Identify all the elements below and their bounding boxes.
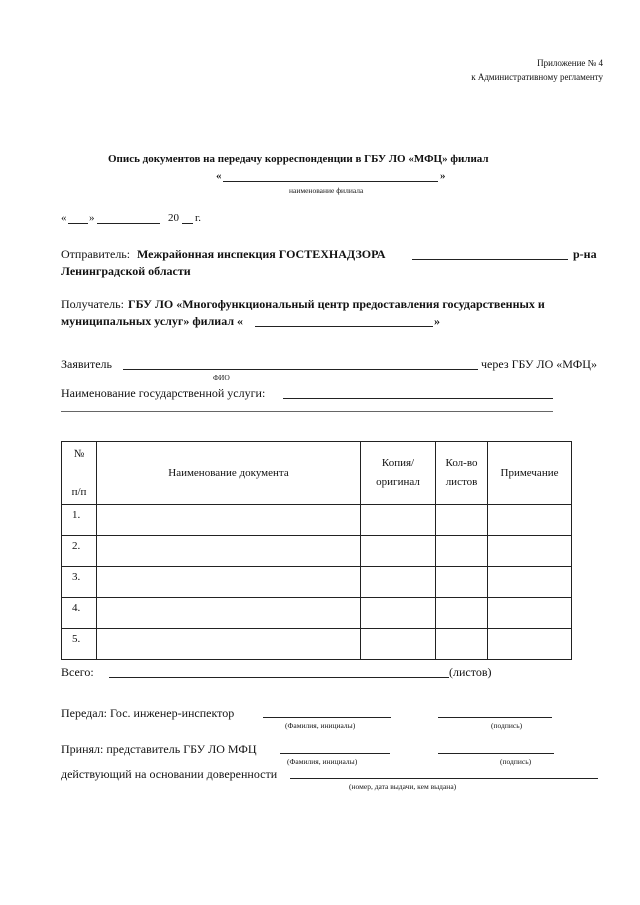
header-copy-original — [361, 442, 436, 505]
table-row — [62, 629, 572, 660]
table-row — [62, 505, 572, 536]
service-line-1 — [283, 398, 553, 399]
row-number: 5. — [62, 629, 97, 660]
total-label: Всего: — [61, 665, 94, 679]
date-close-quote: » — [89, 212, 95, 224]
service-label: Наименование государственной услуги: — [61, 386, 266, 400]
row-sheets-cell[interactable] — [436, 536, 488, 567]
recipient-value-line2: муниципальных услуг» филиал « — [61, 314, 244, 328]
header-copy: Копия/ — [381, 457, 415, 469]
row-document-cell[interactable] — [97, 567, 361, 598]
row-copy-cell[interactable] — [361, 598, 436, 629]
appendix-regulation: к Административному регламенту — [471, 72, 603, 82]
row-sheets-cell[interactable] — [436, 598, 488, 629]
applicant-caption: ФИО — [213, 373, 230, 382]
sender-label: Отправитель: — [61, 247, 131, 261]
transferred-name-caption: (Фамилия, инициалы) — [285, 721, 356, 730]
header-number-pp: п/п — [71, 485, 87, 498]
row-sheets-cell[interactable] — [436, 505, 488, 536]
date-year-suffix: г. — [195, 212, 202, 224]
row-sheets-cell[interactable] — [436, 629, 488, 660]
table-header-row — [62, 442, 572, 505]
row-number: 2. — [62, 536, 97, 567]
header-sheets — [436, 442, 488, 505]
recipient-branch-line — [255, 326, 433, 327]
sender-region: Ленинградской области — [61, 264, 191, 278]
sender-suffix: р-на — [573, 247, 597, 261]
document-title: Опись документов на передачу корреспонденции в ГБУ ЛО «МФЦ» филиал — [108, 153, 489, 165]
row-document-cell[interactable] — [97, 505, 361, 536]
row-document-cell[interactable] — [97, 598, 361, 629]
date-open-quote: « — [61, 212, 67, 224]
row-number: 1. — [62, 505, 97, 536]
recipient-close-quote: » — [434, 314, 440, 328]
recipient-value: ГБУ ЛО «Многофункциональный центр предоставления государственных и — [128, 297, 545, 311]
row-copy-cell[interactable] — [361, 567, 436, 598]
row-copy-cell[interactable] — [361, 629, 436, 660]
applicant-label: Заявитель — [61, 357, 112, 371]
received-name-caption: (Фамилия, инициалы) — [287, 757, 358, 766]
total-sheets-line — [109, 677, 449, 678]
table-row — [62, 598, 572, 629]
applicant-name-line — [123, 369, 478, 370]
row-note-cell[interactable] — [488, 536, 572, 567]
header-number — [62, 442, 97, 505]
total-suffix: (листов) — [449, 665, 492, 679]
appendix-number: Приложение № 4 — [537, 58, 603, 68]
sender-value: Межрайонная инспекция ГОСТЕХНАДЗОРА — [137, 247, 386, 261]
header-note: Примечание — [488, 442, 572, 505]
power-of-attorney-line — [290, 778, 598, 779]
table-row — [62, 536, 572, 567]
received-label: Принял: представитель ГБУ ЛО МФЦ — [61, 742, 257, 756]
header-sheets-count: Кол-во — [445, 457, 478, 469]
applicant-suffix: через ГБУ ЛО «МФЦ» — [481, 357, 597, 371]
header-sheets-unit: листов — [445, 476, 478, 488]
received-sign-line — [438, 753, 554, 754]
row-number: 3. — [62, 567, 97, 598]
table-row — [62, 567, 572, 598]
documents-table — [61, 441, 572, 660]
date-year-line — [182, 223, 193, 224]
row-copy-cell[interactable] — [361, 505, 436, 536]
row-note-cell[interactable] — [488, 567, 572, 598]
row-document-cell[interactable] — [97, 629, 361, 660]
header-document-name: Наименование документа — [97, 442, 361, 505]
header-number-sign: № — [73, 447, 85, 460]
received-sign-caption: (подпись) — [500, 757, 532, 766]
row-document-cell[interactable] — [97, 536, 361, 567]
row-copy-cell[interactable] — [361, 536, 436, 567]
branch-caption: наименование филиала — [289, 186, 364, 195]
transferred-sign-line — [438, 717, 552, 718]
recipient-label: Получатель: — [61, 297, 124, 311]
date-year-prefix: 20 — [168, 212, 179, 224]
date-month-line — [97, 223, 160, 224]
transferred-sign-caption: (подпись) — [491, 721, 523, 730]
received-name-line — [280, 753, 390, 754]
row-sheets-cell[interactable] — [436, 567, 488, 598]
branch-open-quote: « — [216, 170, 222, 182]
sender-district-line — [412, 259, 568, 260]
branch-close-quote: » — [440, 170, 446, 182]
row-note-cell[interactable] — [488, 505, 572, 536]
power-of-attorney-caption: (номер, дата выдачи, кем выдана) — [349, 782, 457, 791]
header-original: оригинал — [376, 476, 420, 488]
transferred-name-line — [263, 717, 391, 718]
transferred-label: Передал: Гос. инженер-инспектор — [61, 706, 235, 720]
row-note-cell[interactable] — [488, 598, 572, 629]
date-day-line — [68, 223, 88, 224]
power-of-attorney-label: действующий на основании доверенности — [61, 767, 278, 781]
service-line-2 — [61, 411, 553, 412]
branch-name-line — [223, 181, 438, 182]
row-number: 4. — [62, 598, 97, 629]
row-note-cell[interactable] — [488, 629, 572, 660]
